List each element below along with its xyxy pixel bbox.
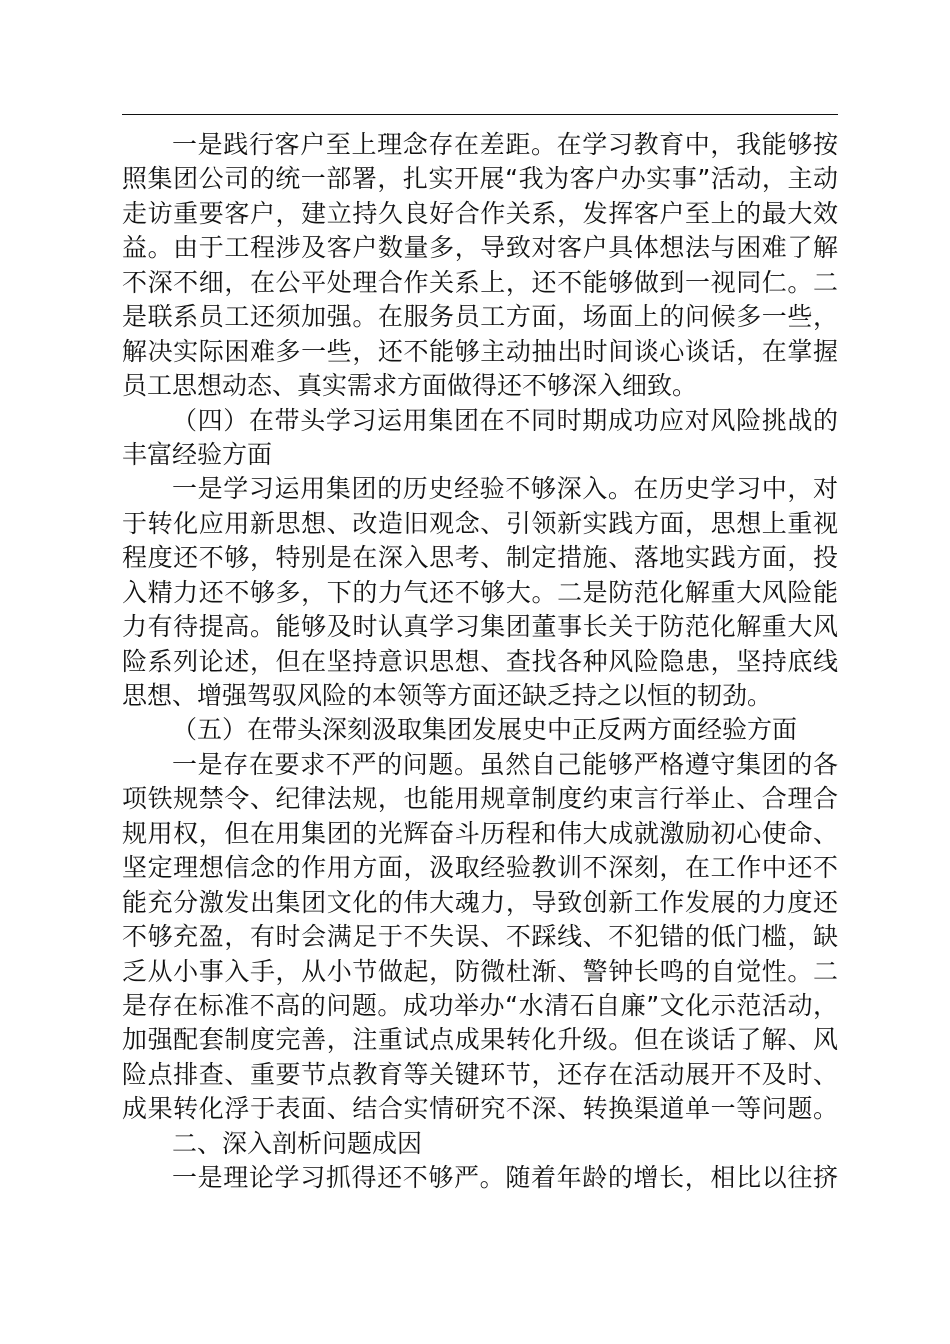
- document-body: [122, 128, 838, 1196]
- text-line: 不够充盈，有时会满足于不失误、不踩线、不犯错的低门槛，缺: [122, 922, 838, 952]
- text-line: 险点排查、重要节点教育等关键环节，还存在活动展开不及时、: [122, 1059, 838, 1089]
- text-line: 项铁规禁令、纪律法规，也能用规章制度约束言行举止、合理合: [122, 784, 838, 814]
- text-line: 乏从小事入手，从小节做起，防微杜渐、警钟长鸣的自觉性。二: [122, 956, 838, 986]
- text-line: 成果转化浮于表面、结合实情研究不深、转换渠道单一等问题。: [122, 1094, 838, 1124]
- text-line: 走访重要客户，建立持久良好合作关系，发挥客户至上的最大效: [122, 198, 838, 228]
- text-line: 能充分激发出集团文化的伟大魂力，导致创新工作发展的力度还: [122, 887, 838, 917]
- text-line: 解决实际困难多一些，还不能够主动抽出时间谈心谈话，在掌握: [122, 336, 838, 366]
- text-line: 力有待提高。能够及时认真学习集团董事长关于防范化解重大风: [122, 612, 838, 642]
- text-line: 一是存在要求不严的问题。虽然自己能够严格遵守集团的各: [172, 749, 838, 779]
- text-line: 入精力还不够多，下的力气还不够大。二是防范化解重大风险能: [122, 577, 838, 607]
- text-line: （四）在带头学习运用集团在不同时期成功应对风险挑战的: [172, 405, 838, 435]
- text-line: 是联系员工还须加强。在服务员工方面，场面上的问候多一些，: [122, 302, 838, 332]
- text-line: 一是学习运用集团的历史经验不够深入。在历史学习中，对: [172, 474, 838, 504]
- header-rule: [122, 114, 838, 115]
- text-line: 加强配套制度完善，注重试点成果转化升级。但在谈话了解、风: [122, 1025, 838, 1055]
- text-line: 不深不细，在公平处理合作关系上，还不能够做到一视同仁。二: [122, 267, 838, 297]
- text-line: 丰富经验方面: [122, 439, 273, 469]
- text-line: 照集团公司的统一部署，扎实开展“我为客户办实事”活动，主动: [122, 164, 838, 194]
- text-line: 益。由于工程涉及客户数量多，导致对客户具体想法与困难了解: [122, 233, 838, 263]
- text-line: 规用权，但在用集团的光辉奋斗历程和伟大成就激励初心使命、: [122, 818, 838, 848]
- text-line: 险系列论述，但在坚持意识思想、查找各种风险隐患，坚持底线: [122, 646, 838, 676]
- text-line: 坚定理想信念的作用方面，汲取经验教训不深刻，在工作中还不: [122, 853, 838, 883]
- text-line: 于转化应用新思想、改造旧观念、引领新实践方面，思想上重视: [122, 508, 838, 538]
- text-line: 二、深入剖析问题成因: [172, 1128, 423, 1158]
- text-line: （五）在带头深刻汲取集团发展史中正反两方面经验方面: [172, 715, 798, 745]
- text-line: 员工思想动态、真实需求方面做得还不够深入细致。: [122, 371, 698, 401]
- text-line: 一是理论学习抓得还不够严。随着年龄的增长，相比以往挤: [172, 1163, 838, 1193]
- text-line: 一是践行客户至上理念存在差距。在学习教育中，我能够按: [172, 130, 838, 159]
- text-line: 思想、增强驾驭风险的本领等方面还缺乏持之以恒的韧劲。: [122, 681, 773, 710]
- text-line: 程度还不够，特别是在深入思考、制定措施、落地实践方面，投: [122, 543, 838, 573]
- text-line: 是存在标准不高的问题。成功举办“水清石自廉”文化示范活动，: [122, 990, 838, 1020]
